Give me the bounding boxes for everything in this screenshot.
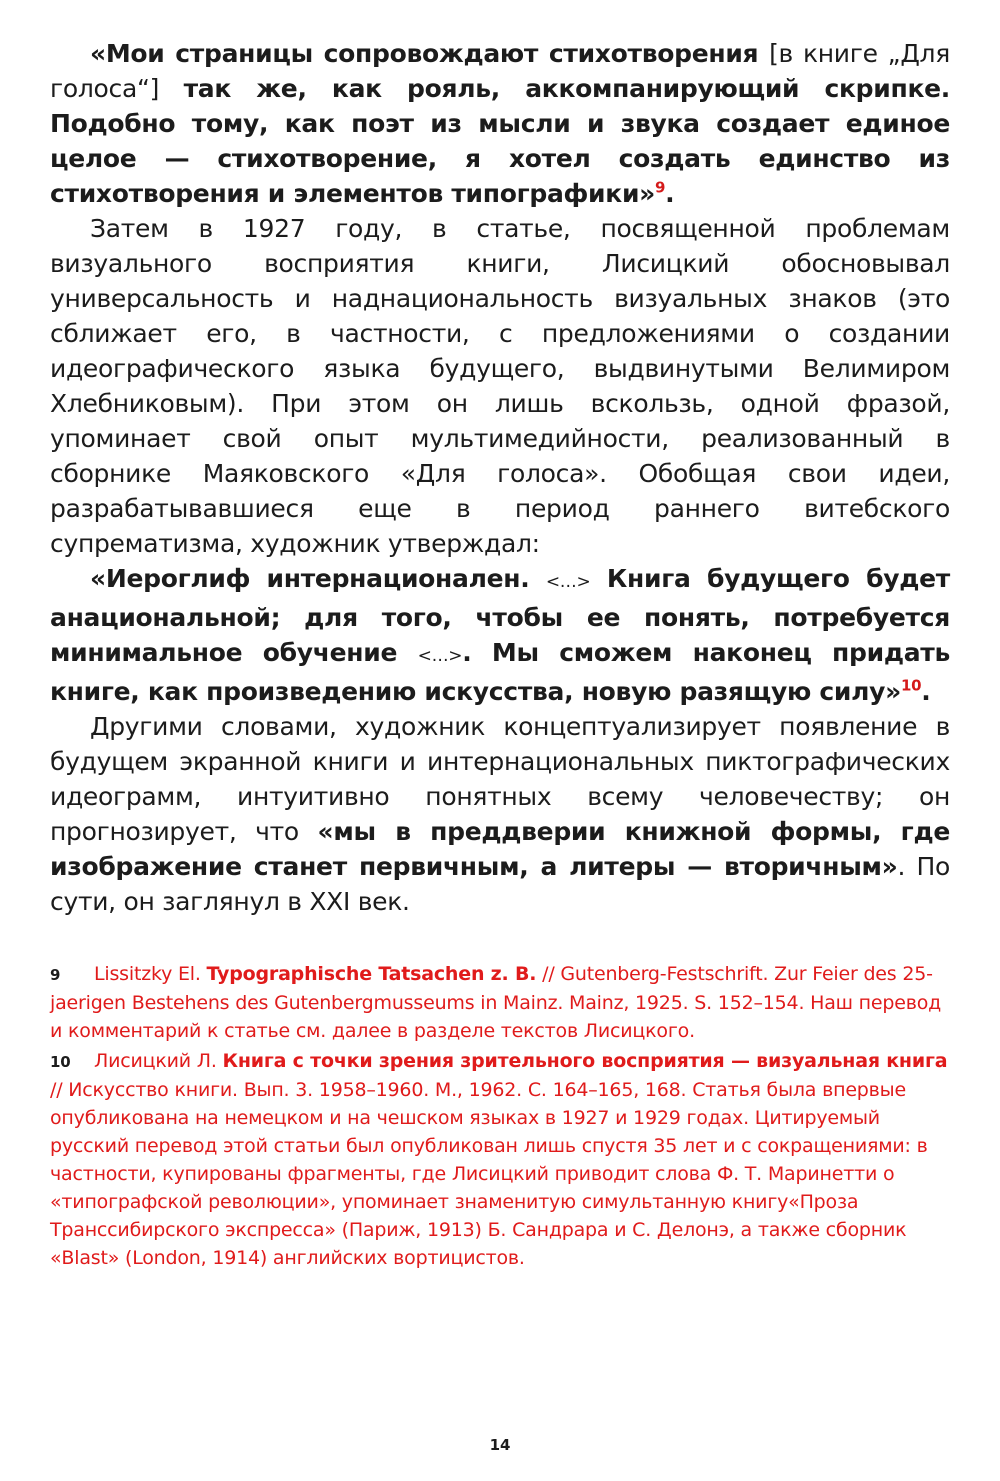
quote2-part3: . Мы сможем наконец придать книге, как произведению искусства, новую разящую силу» bbox=[50, 638, 951, 706]
footnote-9 bbox=[50, 960, 950, 1045]
quote2-ellipsis-2: <…> bbox=[417, 646, 463, 666]
footnote-number: 10 bbox=[50, 1053, 71, 1071]
footnote-number: 9 bbox=[50, 966, 61, 984]
footnote-ref-9[interactable]: 9 bbox=[655, 178, 666, 197]
body-paragraph-2 bbox=[50, 709, 950, 919]
body-paragraph-1: Затем в 1927 году, в статье, посвященной проблемам визуального восприятия книги, Лисицкий обосновывал универсальность и наднациональность визуальных знаков (это сближает его, в частности, с предложениями о создании идеографического языка будущего, выдвинутыми Велимиром Хлебниковым). При этом он лишь вскользь, одной фразой, упоминает свой опыт мультимедийности, реализованный в сборнике Маяковского «Для голоса». Обобщая свои идеи, разрабатывавшиеся еще в период раннего витебского супрематизма, художник утверждал: bbox=[50, 214, 950, 558]
page-number: 14 bbox=[489, 1436, 511, 1454]
quote2-end: . bbox=[921, 677, 931, 706]
footnote-ref-10[interactable]: 10 bbox=[900, 676, 922, 695]
quote-paragraph-1 bbox=[50, 36, 950, 211]
para2-bold-quote: «мы в преддверии книжной формы, где изображение станет первичным, а литеры — вторичным» bbox=[50, 817, 950, 881]
footnote-source: // Искусство книги. Вып. 3. 1958–1960. М., 1962. С. 164–165, 168. Статья была впервые опубликована на немецком и на чешском языках в 1927 и 1929 годах. Цитируемый русский перевод этой статьи был опубликован лишь спустя 35 лет и с сокращениями: в частности, купированы фрагменты, где Лисицкий приводит слова Ф. Т. Маринетти о «типографской революции», упоминает знаменитую симультанную книгу«Проза Транссибирского экспресса» (Париж, 1913) Б. Сандрара и С. Делонэ, а также сборник «Blast» (London, 1914) английских вортицистов. bbox=[50, 1079, 928, 1269]
quote-paragraph-2 bbox=[50, 561, 950, 709]
footnote-author: Лисицкий Л. bbox=[94, 1050, 223, 1072]
quote1-bold-b: так же, как рояль, аккомпанирующий скрипке. Подобно тому, как поэт из мысли и звука создает единое целое — стихотворение, я хотел создать единство из стихотворения и элементов типографики» bbox=[50, 74, 950, 208]
footnote-title: Typographische Tatsachen z. B. bbox=[206, 963, 537, 985]
footnote-source: // Gutenberg-Festschrift. Zur Feier des 25-jaerigen Bestehens des Gutenbergmusseums in Mainz. Mainz, 1925. S. 152–154. Наш перевод и комментарий к статье см. далее в разделе текстов Лисицкого. bbox=[50, 963, 942, 1042]
para2-normal-b: . По сути, он заглянул в XXI век. bbox=[50, 852, 950, 916]
quote1-normal: [в книге „Для голоса“] bbox=[50, 39, 950, 103]
para2-normal-a: Другими словами, художник концептуализирует появление в будущем экранной книги и интернациональных пиктографических идеограмм, интуитивно понятных всему человечеству; он прогнозирует, что bbox=[50, 712, 950, 846]
footnotes bbox=[50, 960, 950, 1274]
quote2-part2: Книга будущего будет анациональной; для того, чтобы ее понять, потребуется минимальное обучение bbox=[50, 564, 950, 667]
footnote-author: Lissitzky El. bbox=[94, 963, 207, 985]
quote1-bold-a: «Мои страницы сопровождают стихотворения bbox=[90, 39, 770, 68]
quote2-part1: «Иероглиф интернационален. bbox=[90, 564, 546, 593]
footnote-10 bbox=[50, 1047, 950, 1272]
quote1-end: . bbox=[665, 179, 675, 208]
main-text bbox=[50, 36, 950, 919]
quote2-ellipsis-1: <…> bbox=[545, 572, 591, 592]
footnote-title: Книга с точки зрения зрительного восприятия — визуальная книга bbox=[222, 1050, 948, 1072]
